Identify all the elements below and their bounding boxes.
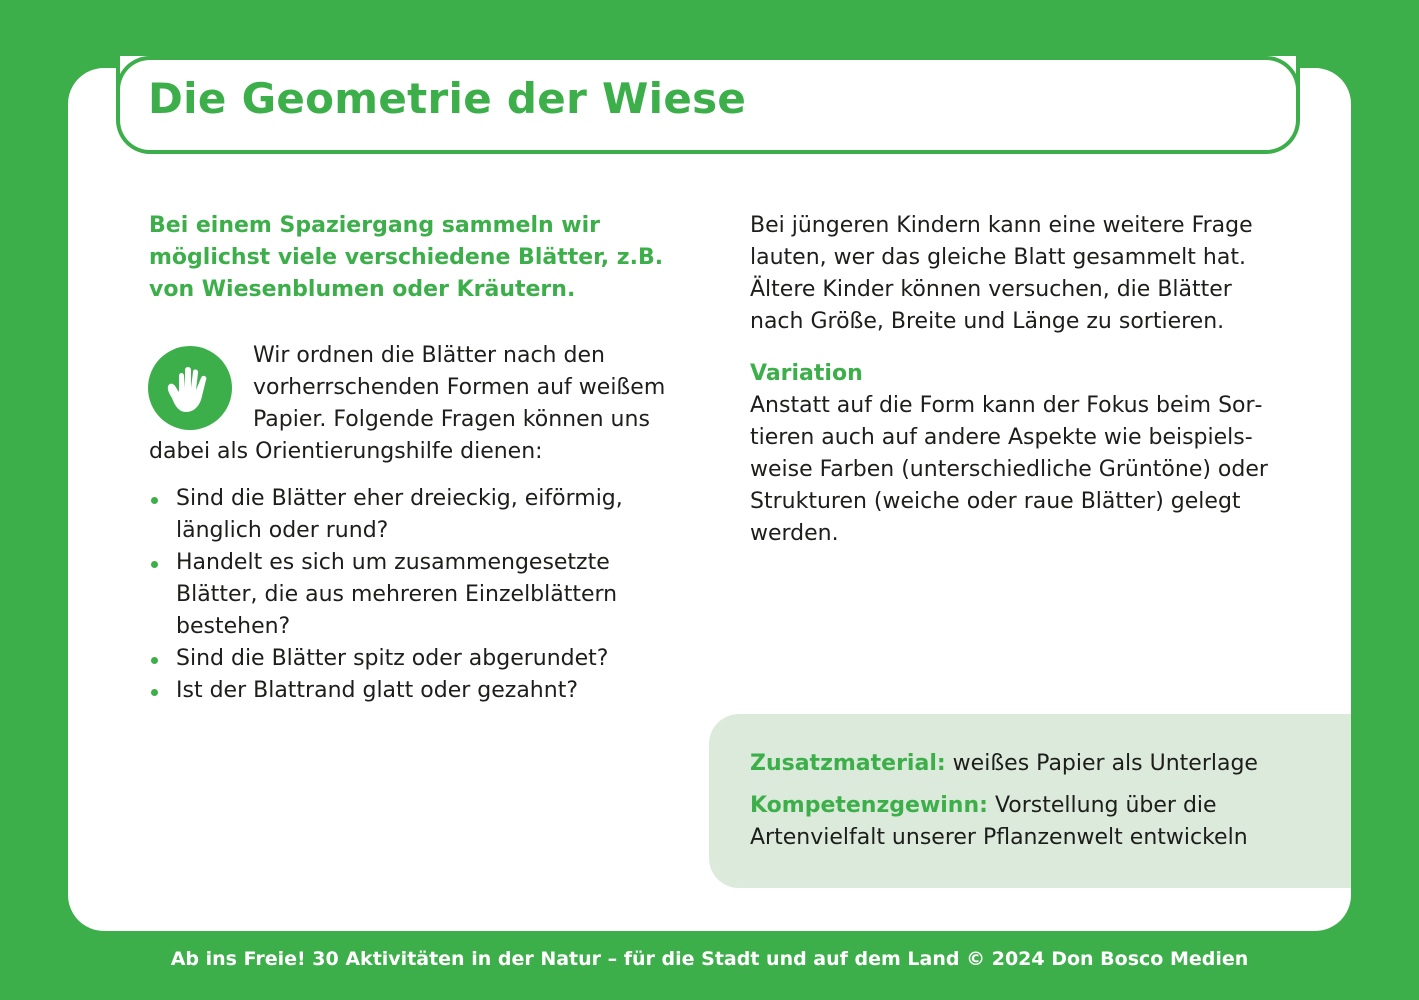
info-panel [709,714,1351,888]
competence-label: Kompetenzgewinn: [750,793,988,818]
material-label: Zusatzmaterial: [750,751,946,776]
footer-text: Ab ins Freie! 30 Aktivitäten in der Natur – für die Stadt und auf dem Land © 2024 Don Bosco Medien [170,948,1249,970]
question-list [149,483,669,707]
competence-line [750,790,1290,854]
list-item: Handelt es sich um zusammengesetzte Blätter, die aus mehreren Einzelblättern bestehen? [149,547,669,643]
variation-heading: Variation [750,361,863,386]
list-item: Sind die Blätter spitz oder abgerundet? [149,643,669,675]
right-column [750,210,1285,550]
right-paragraph: Bei jüngeren Kindern kann eine weitere Frage lauten, wer das gleiche Blatt gesammelt hat. Ältere Kinder können versuchen, die Blätter nach Größe, Breite und Länge zu sortieren. [750,213,1253,334]
competence-text: Vorstellung über die Artenvielfalt unserer Pflanzenwelt entwickeln [750,793,1248,850]
list-item: Ist der Blattrand glatt oder gezahnt? [149,675,669,707]
variation-text: Anstatt auf die Form kann der Fokus beim Sortieren auch auf andere Aspekte wie beispielsweise Farben (unterschiedliche Grüntöne) oder Strukturen (weiche oder raue Blätter) gelegt werden. [750,393,1268,546]
paragraph-1 [149,340,684,468]
material-text: weißes Papier als Unterlage [952,751,1258,776]
material-line [750,748,1290,780]
paragraph-1-text: Wir ordnen die Blätter nach den vorherrschenden Formen auf weißem Papier. Folgende Fragen können uns dabei als Orientierungshilfe dienen: [149,343,666,464]
list-item: Sind die Blätter eher dreieckig, eiförmig, länglich oder rund? [149,483,669,547]
intro-text: Bei einem Spaziergang sammeln wir möglichst viele verschiedene Blätter, z.B. von Wiesenblumen oder Kräutern. [149,213,664,302]
page-title: Die Geometrie der Wiese [148,74,747,123]
